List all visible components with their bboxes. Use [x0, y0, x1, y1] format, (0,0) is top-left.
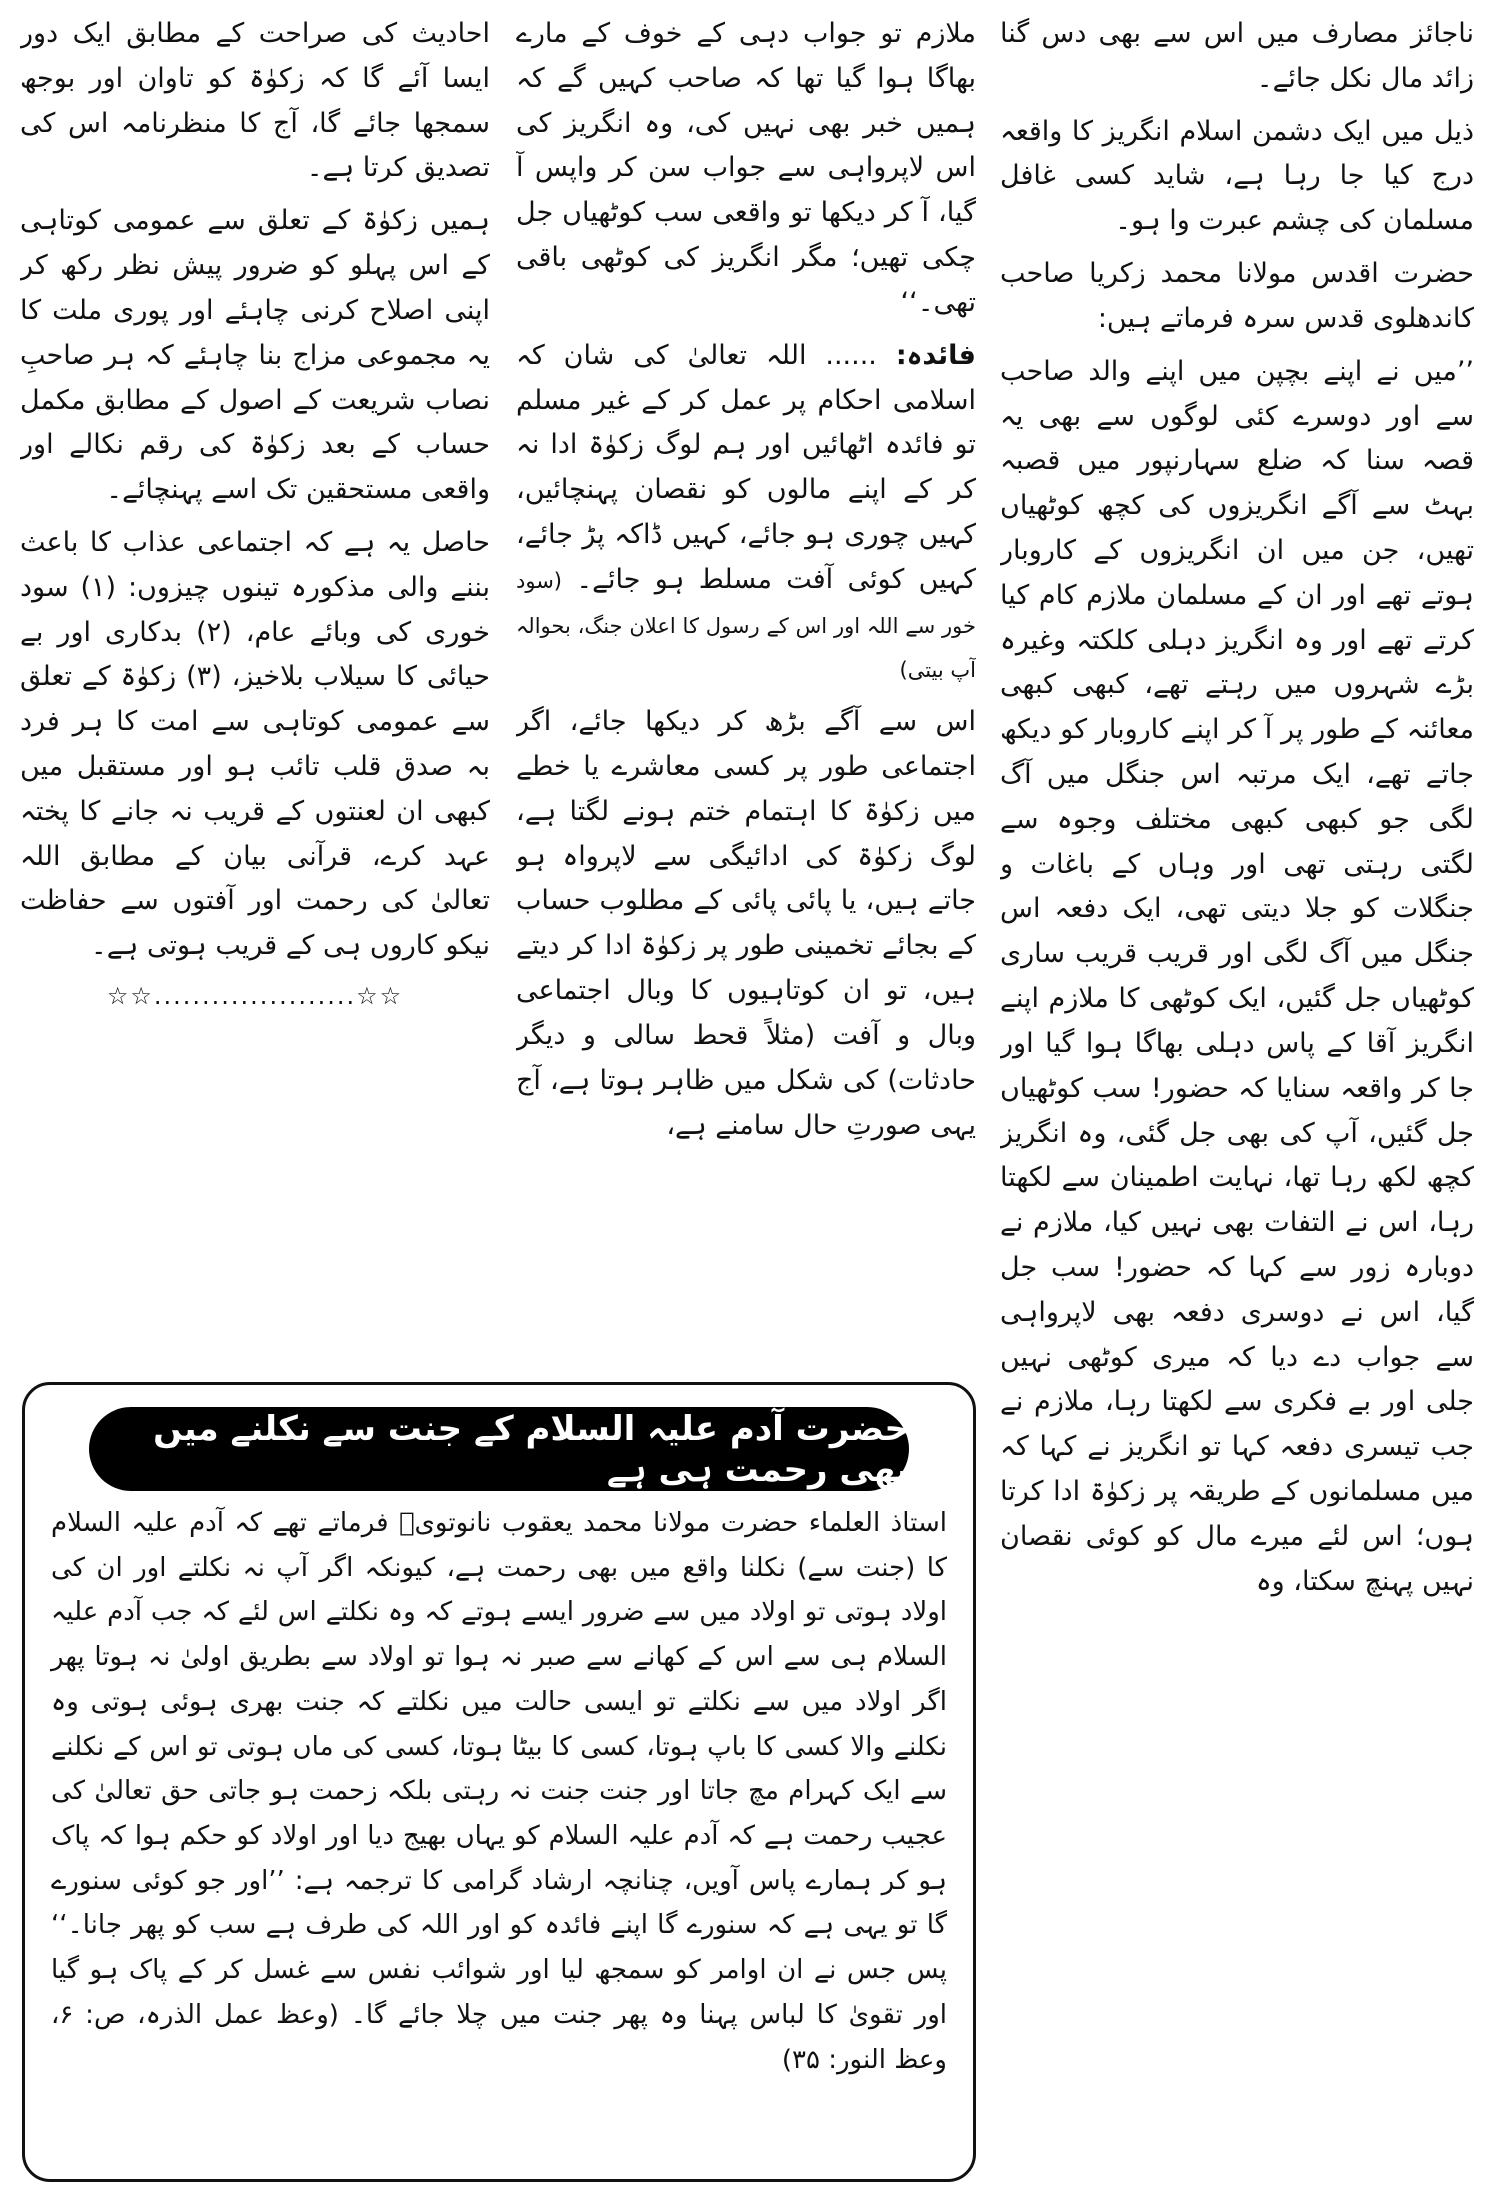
paragraph: ہمیں زکوٰۃ کے تعلق سے عمومی کوتاہی کے اس پہلو کو ضرور پیش نظر رکھ کر اپنی اصلاح کرنی چاہئے اور پوری ملت کا یہ مجموعی مزاج بنا چاہئے کہ ہر صاحبِ نصاب شریعت کے اصول کے مطابق مکمل حساب کے بعد زکوٰۃ کی رقم نکالے اور واقعی مستحقین تک اسے پہنچائے۔	[20, 205, 490, 506]
quote-paragraph: ’’میں نے اپنے بچپن میں اپنے والد صاحب سے اور دوسرے کئی لوگوں سے بھی یہ قصہ سنا کہ ضلع سہارنپور میں قصبہ بہٹ سے آگے انگریزوں کی کچھ کوٹھیاں تھیں، جن میں ان انگریزوں کے کاروبار ہوتے تھے اور ان کے مسلمان ملازم کام کیا کرتے تھے اور وہ انگریز دہلی کلکتہ وغیرہ بڑے شہروں میں رہتے تھے، کبھی کبھی معائنہ کے طور پر آ کر اپنے کاروبار کو دیکھ جاتے تھے، ایک مرتبہ اس جنگل میں آگ لگی جو کبھی کبھی مختلف وجوہ سے لگتی رہتی تھی اور وہاں کے باغات و جنگلات کو جلا دیتی تھی، ایک دفعہ اس جنگل میں آگ لگی اور قریب قریب ساری کوٹھیاں جل گئیں، ایک کوٹھی کا ملازم اپنے انگریز آقا کے پاس دہلی بھاگا ہوا گیا اور جا کر واقعہ سنایا کہ حضور! سب کوٹھیاں جل گئیں، آپ کی بھی جل گئی، وہ انگریز کچھ لکھ رہا تھا، نہایت اطمینان سے لکھتا رہا، اس نے التفات بھی نہیں کیا، ملازم نے دوبارہ زور سے کہا کہ حضور! سب جل گیا، اس نے دوسری دفعہ بھی لاپرواہی سے جواب دے دیا کہ میری کوٹھی نہیں جلی اور بے فکری سے لکھتا رہا، ملازم نے جب تیسری دفعہ کہا تو انگریز نے کہا کہ میں مسلمانوں کے طریقہ پر زکوٰۃ ادا کرتا ہوں؛ اس لئے میرے مال کو کوئی نقصان نہیں پہنچ سکتا، وہ	[1000, 355, 1474, 1597]
boxed-article-title: حضرت آدم علیہ السلام کے جنت سے نکلنے میں بھی رحمت ہی ہے	[89, 1407, 909, 1491]
article-column-middle	[516, 12, 976, 1372]
faida-text: ...... اللہ تعالیٰ کی شان کہ اسلامی احکام پر عمل کر کے غیر مسلم تو فائدہ اٹھائیں اور ہم لوگ زکوٰۃ ادا نہ کر کے اپنے مالوں کو نقصان پہنچائیں، کہیں چوری ہو جائے، کہیں ڈاکہ پڑ جائے، کہیں کوئی آفت مسلط ہو جائے۔	[516, 339, 976, 595]
paragraph: حاصل یہ ہے کہ اجتماعی عذاب کا باعث بننے والی مذکورہ تینوں چیزوں: (۱) سود خوری کی وبائے عام، (۲) بدکاری اور بے حیائی کا سیلاب بلاخیز، (۳) زکوٰۃ کے تعلق سے عمومی کوتاہی سے امت کا ہر فرد بہ صدق قلب تائب ہو اور مستقبل میں کبھی ان لعنتوں کے قریب نہ جانے کا پختہ عہد کرے، قرآنی بیان کے مطابق اللہ تعالیٰ کی رحمت اور آفتوں سے حفاظت نیکو کاروں ہی کے قریب ہوتی ہے۔	[20, 526, 490, 962]
article-column-right	[1000, 12, 1474, 2192]
faida-paragraph	[516, 334, 976, 693]
boxed-article	[22, 1382, 976, 2182]
faida-label: فائدہ:	[895, 339, 976, 371]
reference-note: (سود خور سے اللہ اور اس کے رسول کا اعلان جنگ، بحوالہ آپ بیتی)	[516, 568, 976, 683]
article-column-left	[20, 12, 490, 1372]
boxed-article-text: استاذ العلماء حضرت مولانا محمد یعقوب نانوتویؒ فرماتے تھے کہ آدم علیہ السلام کا (جنت سے) نکلنا واقع میں بھی رحمت ہے، کیونکہ اگر آپ نہ نکلتے اور ان کی اولاد ہوتی تو اولاد میں سے ضرور ایسے ہوتے کہ وہ نکلتے اس لئے کہ جب آدم علیہ السلام ہی سے اس کے کھانے سے صبر نہ ہوا تو اولاد سے بطریق اولیٰ نہ ہوتا پھر اگر اولاد میں سے نکلتے تو ایسی حالت میں نکلتے کہ جنت بھری ہوئی ہوتی وہ نکلنے والا کسی کا باپ ہوتا، کسی کا بیٹا ہوتا، کسی کی ماں ہوتی تو اس کے نکلنے سے ایک کہرام مچ جاتا اور جنت جنت نہ رہتی بلکہ زحمت ہو جاتی حق تعالیٰ کی عجیب رحمت ہے کہ آدم علیہ السلام کو یہاں بھیج دیا اور اولاد کو حکم ہوا کہ پاک ہو کر ہمارے پاس آویں، چنانچہ ارشاد گرامی کا ترجمہ ہے: ’’اور جو کوئی سنورے گا تو یہی ہے کہ سنورے گا اپنے فائدہ کو اور اللہ کی طرف ہے سب کو پھر جانا۔‘‘ پس جس نے ان اوامر کو سمجھ لیا اور شوائب نفس سے غسل کر کے پاک ہو گیا اور تقویٰ کا لباس پہنا وہ پھر جنت میں چلا جائے گا۔ (وعظ عمل الذرہ، ص: ۶، وعظ النور: ۳۵)	[51, 1508, 947, 2075]
paragraph: ناجائز مصارف میں اس سے بھی دس گنا زائد مال نکل جائے۔	[1000, 18, 1474, 94]
star-divider: ☆☆.....................☆☆	[106, 982, 404, 1011]
paragraph: اس سے آگے بڑھ کر دیکھا جائے، اگر اجتماعی طور پر کسی معاشرے یا خطے میں زکوٰۃ کا اہتمام ختم ہونے لگتا ہے، لوگ زکوٰۃ کی ادائیگی سے لاپرواہ ہو جاتے ہیں، یا پائی پائی کے مطلوب حساب کے بجائے تخمینی طور پر زکوٰۃ ادا کر دیتے ہیں، تو ان کوتاہیوں کا وبال اجتماعی وبال و آفت (مثلاً قحط سالی و دیگر حادثات) کی شکل میں ظاہر ہوتا ہے، آج یہی صورتِ حال سامنے ہے،	[516, 706, 976, 1141]
paragraph: ملازم تو جواب دہی کے خوف کے مارے بھاگا ہوا گیا تھا کہ صاحب کہیں گے کہ ہمیں خبر بھی نہیں کی، وہ انگریز کی اس لاپرواہی سے جواب سن کر واپس آ گیا، آ کر دیکھا تو واقعی سب کوٹھیاں جل چکی تھیں؛ مگر انگریز کی کوٹھی باقی تھی۔‘‘	[516, 18, 976, 318]
paragraph: حضرت اقدس مولانا محمد زکریا صاحب کاندھلوی قدس سرہ فرماتے ہیں:	[1000, 258, 1474, 334]
paragraph: احادیث کی صراحت کے مطابق ایک دور ایسا آئے گا کہ زکوٰۃ کو تاوان اور بوجھ سمجھا جائے گا، آج کا منظرنامہ اس کی تصدیق کرتا ہے۔	[20, 18, 490, 184]
paragraph: ذیل میں ایک دشمن اسلام انگریز کا واقعہ درج کیا جا رہا ہے، شاید کسی غافل مسلمان کی چشم عبرت وا ہو۔	[1000, 115, 1474, 237]
